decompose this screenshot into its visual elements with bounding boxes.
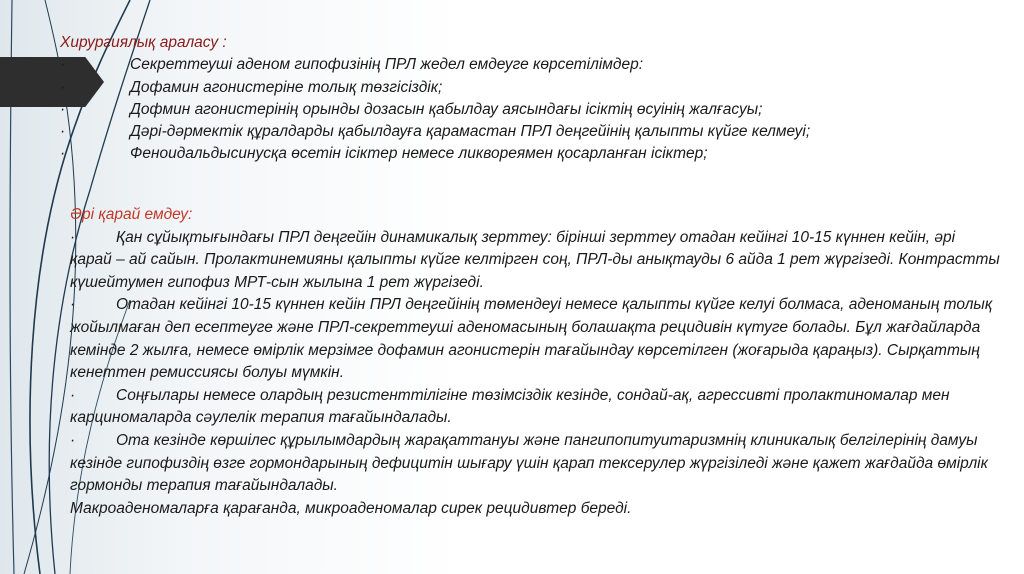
treatment-paragraph-text: Қан сұйықтығындағы ПРЛ деңгейін динамикалық зерттеу: бірінші зерттеу отадан кейінгі 10-15 күннен кейін, әрі қарай – ай сайын. Пролактинемияны қалыпты күйге келтірген соң, ПРЛ-ды анықтауды 6 айда 1 рет жүргізеді. Контрастты күшейтумен гипофиз МРТ-сын жылына 1 рет жүргізеді. [70,228,1000,291]
surgery-item-text: Дофамин агонистеріне толық төзгісіздік; [130,78,443,96]
treatment-paragraph [70,430,1000,498]
bullet: · [60,56,66,74]
bullet: · [70,386,76,404]
further-treatment-heading: Әрі қарай емдеу: [70,206,193,223]
further-treatment-section [70,204,1000,520]
treatment-paragraph [70,227,1000,295]
treatment-paragraph-text: Отадан кейінгі 10-15 күннен кейін ПРЛ деңгейінің төмендеуі немесе қалыпты күйге келуі болмаса, аденоманың толық жойылмаған деп есептеуге және ПРЛ-секреттеуші аденомасының болашақта рецидивін күтуге болады. Бұл жағдайларда кемінде 2 жылға, немесе өмірлік мерзімге дофамин агонистерін тағайындау көрсетілген (жоғарыда қараңыз). Сырқаттың кенеттен ремиссиясы болуы мүмкін. [70,296,993,382]
surgery-item [60,99,1000,121]
closing-sentence: Макроаденомаларға қарағанда, микроаденомалар сирек рецидивтер береді. [70,499,632,517]
treatment-paragraph-text: Ота кезінде көршілес құрылымдардың жарақаттануы және пангипопитуитаризмнің клиникалық белгілерінің дамуы кезінде гипофиздің өзге гормондарының дефицитін шығару үшін қарап тексерулер жүргізіледі және қажет жағдайда өмірлік гормонды терапия тағайындалады. [70,431,988,495]
surgery-item [60,121,1000,143]
surgery-item [60,54,1000,76]
surgery-heading: Хирургиялық араласу : [60,34,227,51]
surgery-item-text: Секреттеуші аденом гипофизінің ПРЛ жедел емдеуге көрсетілімдер: [130,56,644,74]
surgery-item [60,143,1000,165]
bullet: · [70,228,76,246]
surgery-item-text: Дофмин агонистерінің орынды дозасын қабылдау аясындағы ісіктің өсуінің жалғасуы; [130,100,763,118]
bullet: · [60,145,66,163]
bullet: · [60,100,66,118]
surgery-section [60,32,1000,166]
bullet: · [70,296,76,314]
surgery-item [60,77,1000,99]
bullet: · [60,123,66,141]
bullet: · [70,431,76,449]
treatment-paragraph-text: Соңғылары немесе олардың резистенттілігіне төзімсіздік кезінде, сондай-ақ, агрессивті пролактиномалар мен карциномаларда сәулелік терапия тағайындалады. [70,386,950,427]
surgery-item-text: Феноидальдысинусқа өсетін ісіктер немесе ликвореямен қосарланған ісіктер; [130,145,708,163]
treatment-paragraph [70,294,1000,384]
surgery-item-text: Дәрі-дәрмектік құралдарды қабылдауға қарамастан ПРЛ деңгейінің қалыпты күйге келмеуі; [130,123,811,141]
bullet: · [60,78,66,96]
treatment-paragraph [70,385,1000,430]
